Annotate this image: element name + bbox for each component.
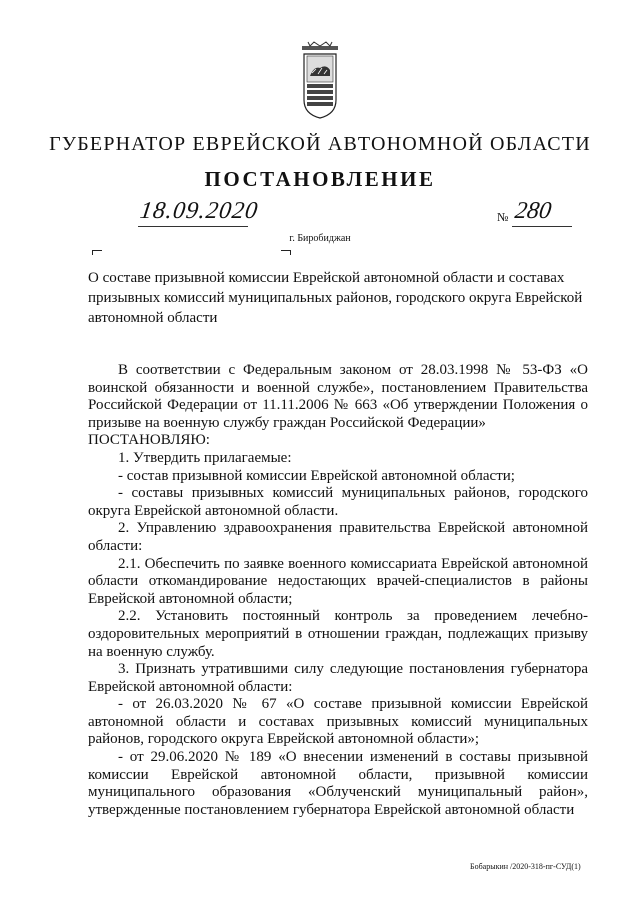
left-corner-mark: [92, 250, 102, 255]
number-label: №: [497, 210, 509, 224]
governor-title: ГУБЕРНАТОР ЕВРЕЙСКОЙ АВТОНОМНОЙ ОБЛАСТИ: [49, 133, 591, 155]
handwritten-date: 18.09.2020: [138, 198, 260, 224]
document-subject: О составе призывной комиссии Еврейской автономной области и составах призывных комиссий муниципальных районов, городского округа Еврейской автономной области: [88, 270, 583, 326]
clause-3-item-1: - от 26.03.2020 № 67 «О составе призывной комиссии Еврейской автономной области и составах призывных комиссий муниципальных районов, городского округа Еврейской автономной области»;: [88, 696, 588, 748]
document-type: ПОСТАНОВЛЕНИЕ: [204, 167, 436, 191]
handwritten-number: 280: [513, 198, 553, 224]
footer-document-code: Бобарыкин /2020-318-пг-СУД(1): [470, 862, 581, 871]
clause-1-item-1: - состав призывной комиссии Еврейской автономной области;: [118, 467, 515, 484]
clause-1-item-2: - составы призывных комиссий муниципальных районов, городского округа Еврейской автономной области.: [88, 485, 588, 519]
document-body: [88, 362, 588, 819]
clause-2: 2. Управлению здравоохранения правительства Еврейской автономной области:: [88, 520, 588, 554]
clause-1: 1. Утвердить прилагаемые:: [118, 449, 292, 466]
coat-of-arms-emblem-icon: [298, 40, 342, 120]
clause-3: 3. Признать утратившими силу следующие постановления губернатора Еврейской автономной области:: [88, 661, 588, 695]
city-label: г. Биробиджан: [289, 233, 351, 244]
clause-3-item-2: - от 29.06.2020 № 189 «О внесении изменений в составы призывной комиссии Еврейской автономной области, призывной комиссии муниципального образования «Облученский муниципальный район», утвержденные постановлением губернатора Еврейской автономной области: [88, 749, 588, 818]
right-corner-mark: [281, 250, 291, 255]
clause-2-1: 2.1. Обеспечить по заявке военного комиссариата Еврейской автономной области откомандирование недостающих врачей-специалистов в районы Еврейской автономной области;: [88, 555, 588, 607]
decree-word: ПОСТАНОВЛЯЮ:: [88, 432, 210, 449]
clause-2-2: 2.2. Установить постоянный контроль за проведением лечебно-оздоровительных мероприятий в отношении граждан, подлежащих призыву на военную службу.: [88, 608, 588, 660]
number-underline: [512, 226, 572, 227]
date-underline: [138, 226, 248, 227]
preamble-paragraph: В соответствии с Федеральным законом от 28.03.1998 № 53-ФЗ «О воинской обязанности и военной службе», постановлением Правительства Российской Федерации от 11.11.2006 № 663 «Об утверждении Положения о призыве на военную службу граждан Российской Федерации»: [88, 362, 588, 431]
